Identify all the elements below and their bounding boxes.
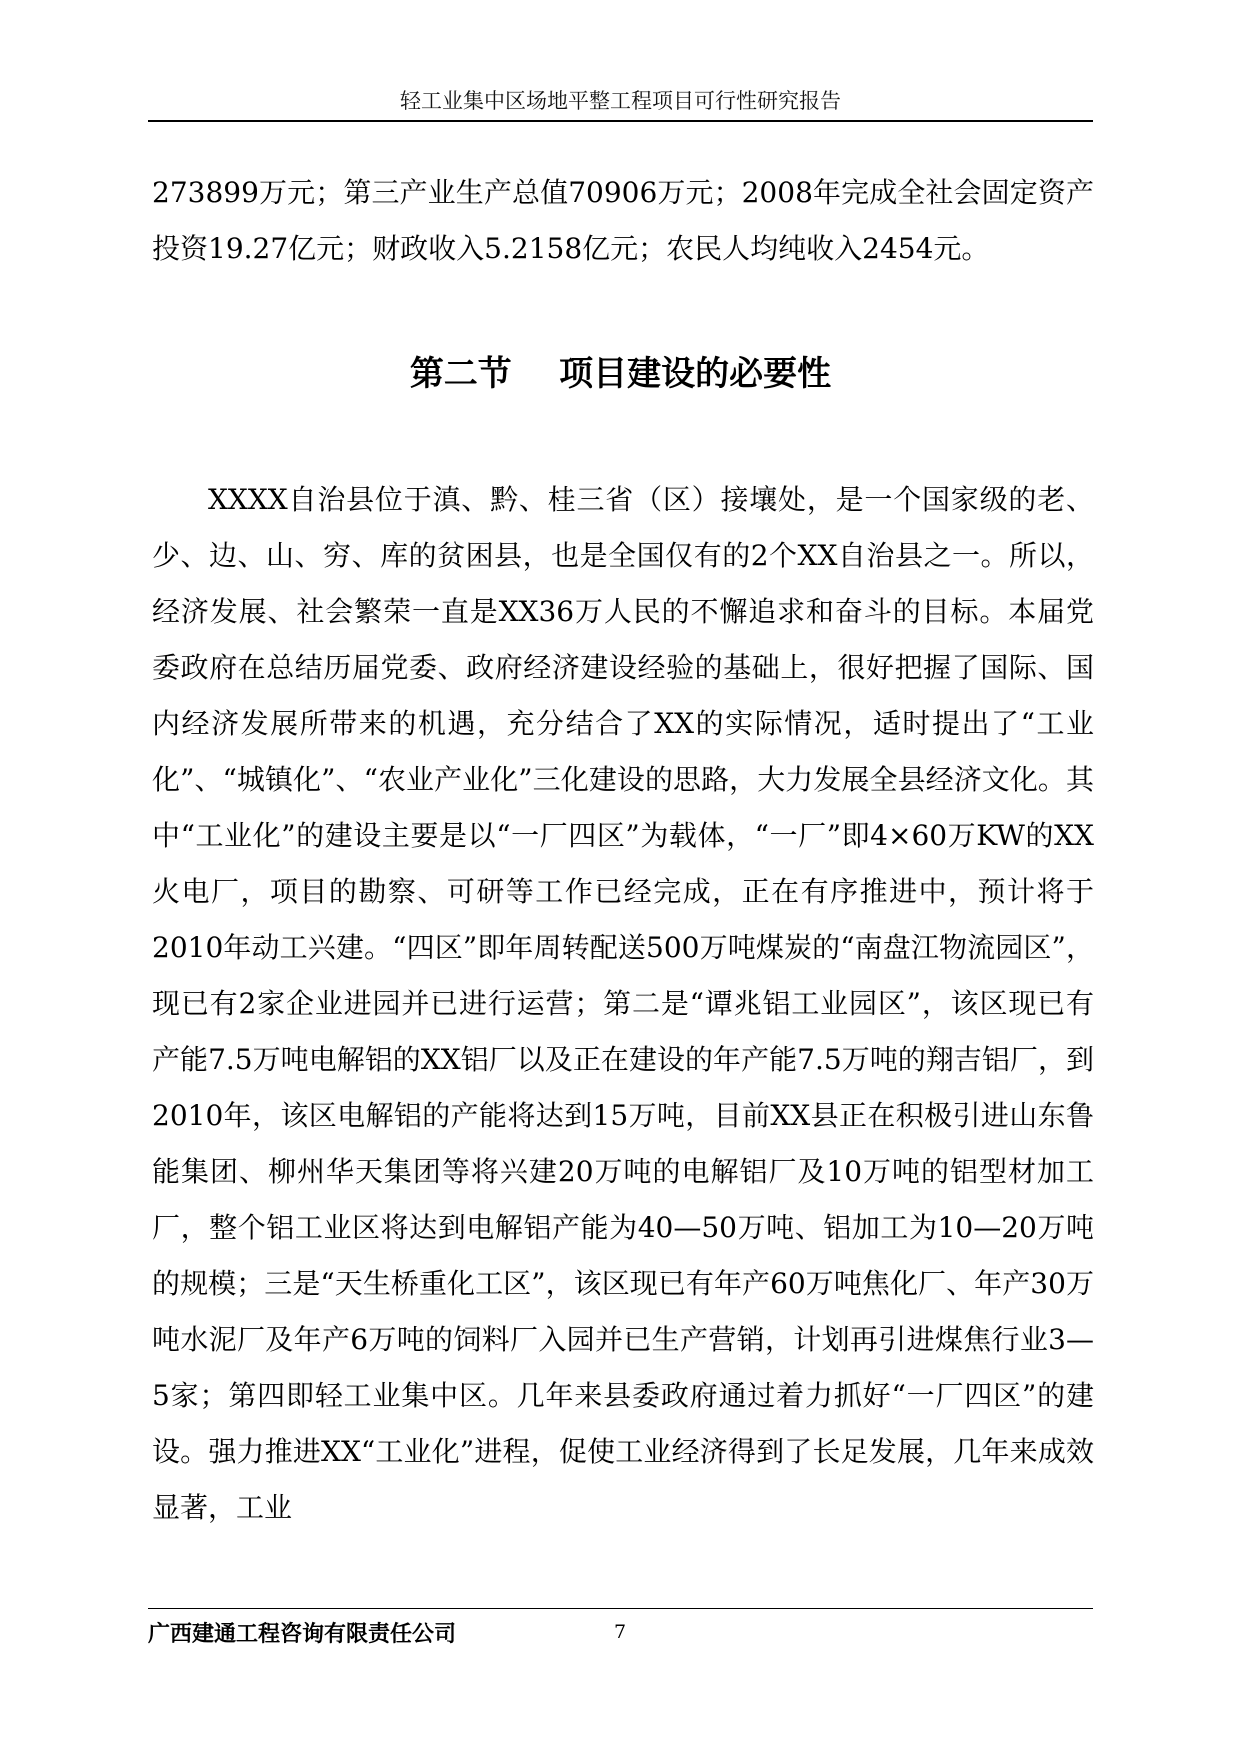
page-number: 7 [613, 1621, 627, 1643]
footer-rule [148, 1608, 1093, 1609]
header-rule [148, 120, 1093, 122]
paragraph-main: XXXX自治县位于滇、黔、桂三省（区）接壤处，是一个国家级的老、少、边、山、穷、库的贫困县，也是全国仅有的2个XX自治县之一。所以，经济发展、社会繁荣一直是XX36万人民的不懈追求和奋斗的目标。本届党委政府在总结历届党委、政府经济建设经验的基础上，很好把握了国际、国内经济发展所带来的机遇，充分结合了XX的实际情况，适时提出了“工业化”、“城镇化”、“农业产业化”三化建设的思路，大力发展全县经济文化。其中“工业化”的建设主要是以“一厂四区”为载体，“一厂”即4×60万KW的XX火电厂，项目的勘察、可研等工作已经完成，正在有序推进中，预计将于2010年动工兴建。“四区”即年周转配送500万吨煤炭的“南盘江物流园区”，现已有2家企业进园并已进行运营；第二是“谭兆铝工业园区”，该区现已有产能7.5万吨电解铝的XX铝厂以及正在建设的年产能7.5万吨的翔吉铝厂，到2010年，该区电解铝的产能将达到15万吨，目前XX县正在积极引进山东鲁能集团、柳州华天集团等将兴建20万吨的电解铝厂及10万吨的铝型材加工厂，整个铝工业区将达到电解铝产能为40—50万吨、铝加工为10—20万吨的规模；三是“天生桥重化工区”，该区现已有年产60万吨焦化厂、年产30万吨水泥厂及年产6万吨的饲料厂入园并已生产营销，计划再引进煤焦行业3—5家；第四即轻工业集中区。几年来县委政府通过着力抓好“一厂四区”的建设。强力推进XX“工业化”进程，促使工业经济得到了长足发展，几年来成效显著，工业 [152, 483, 1094, 1524]
running-header: 轻工业集中区场地平整工程项目可行性研究报告 [400, 89, 841, 113]
footer-company: 广西建通工程咨询有限责任公司 [148, 1622, 457, 1647]
paragraph-continued: 273899万元；第三产业生产总值70906万元；2008年完成全社会固定资产投资19.27亿元；财政收入5.2158亿元；农民人均纯收入2454元。 [152, 176, 1094, 265]
section-title: 第二节 项目建设的必要性 [409, 354, 832, 394]
